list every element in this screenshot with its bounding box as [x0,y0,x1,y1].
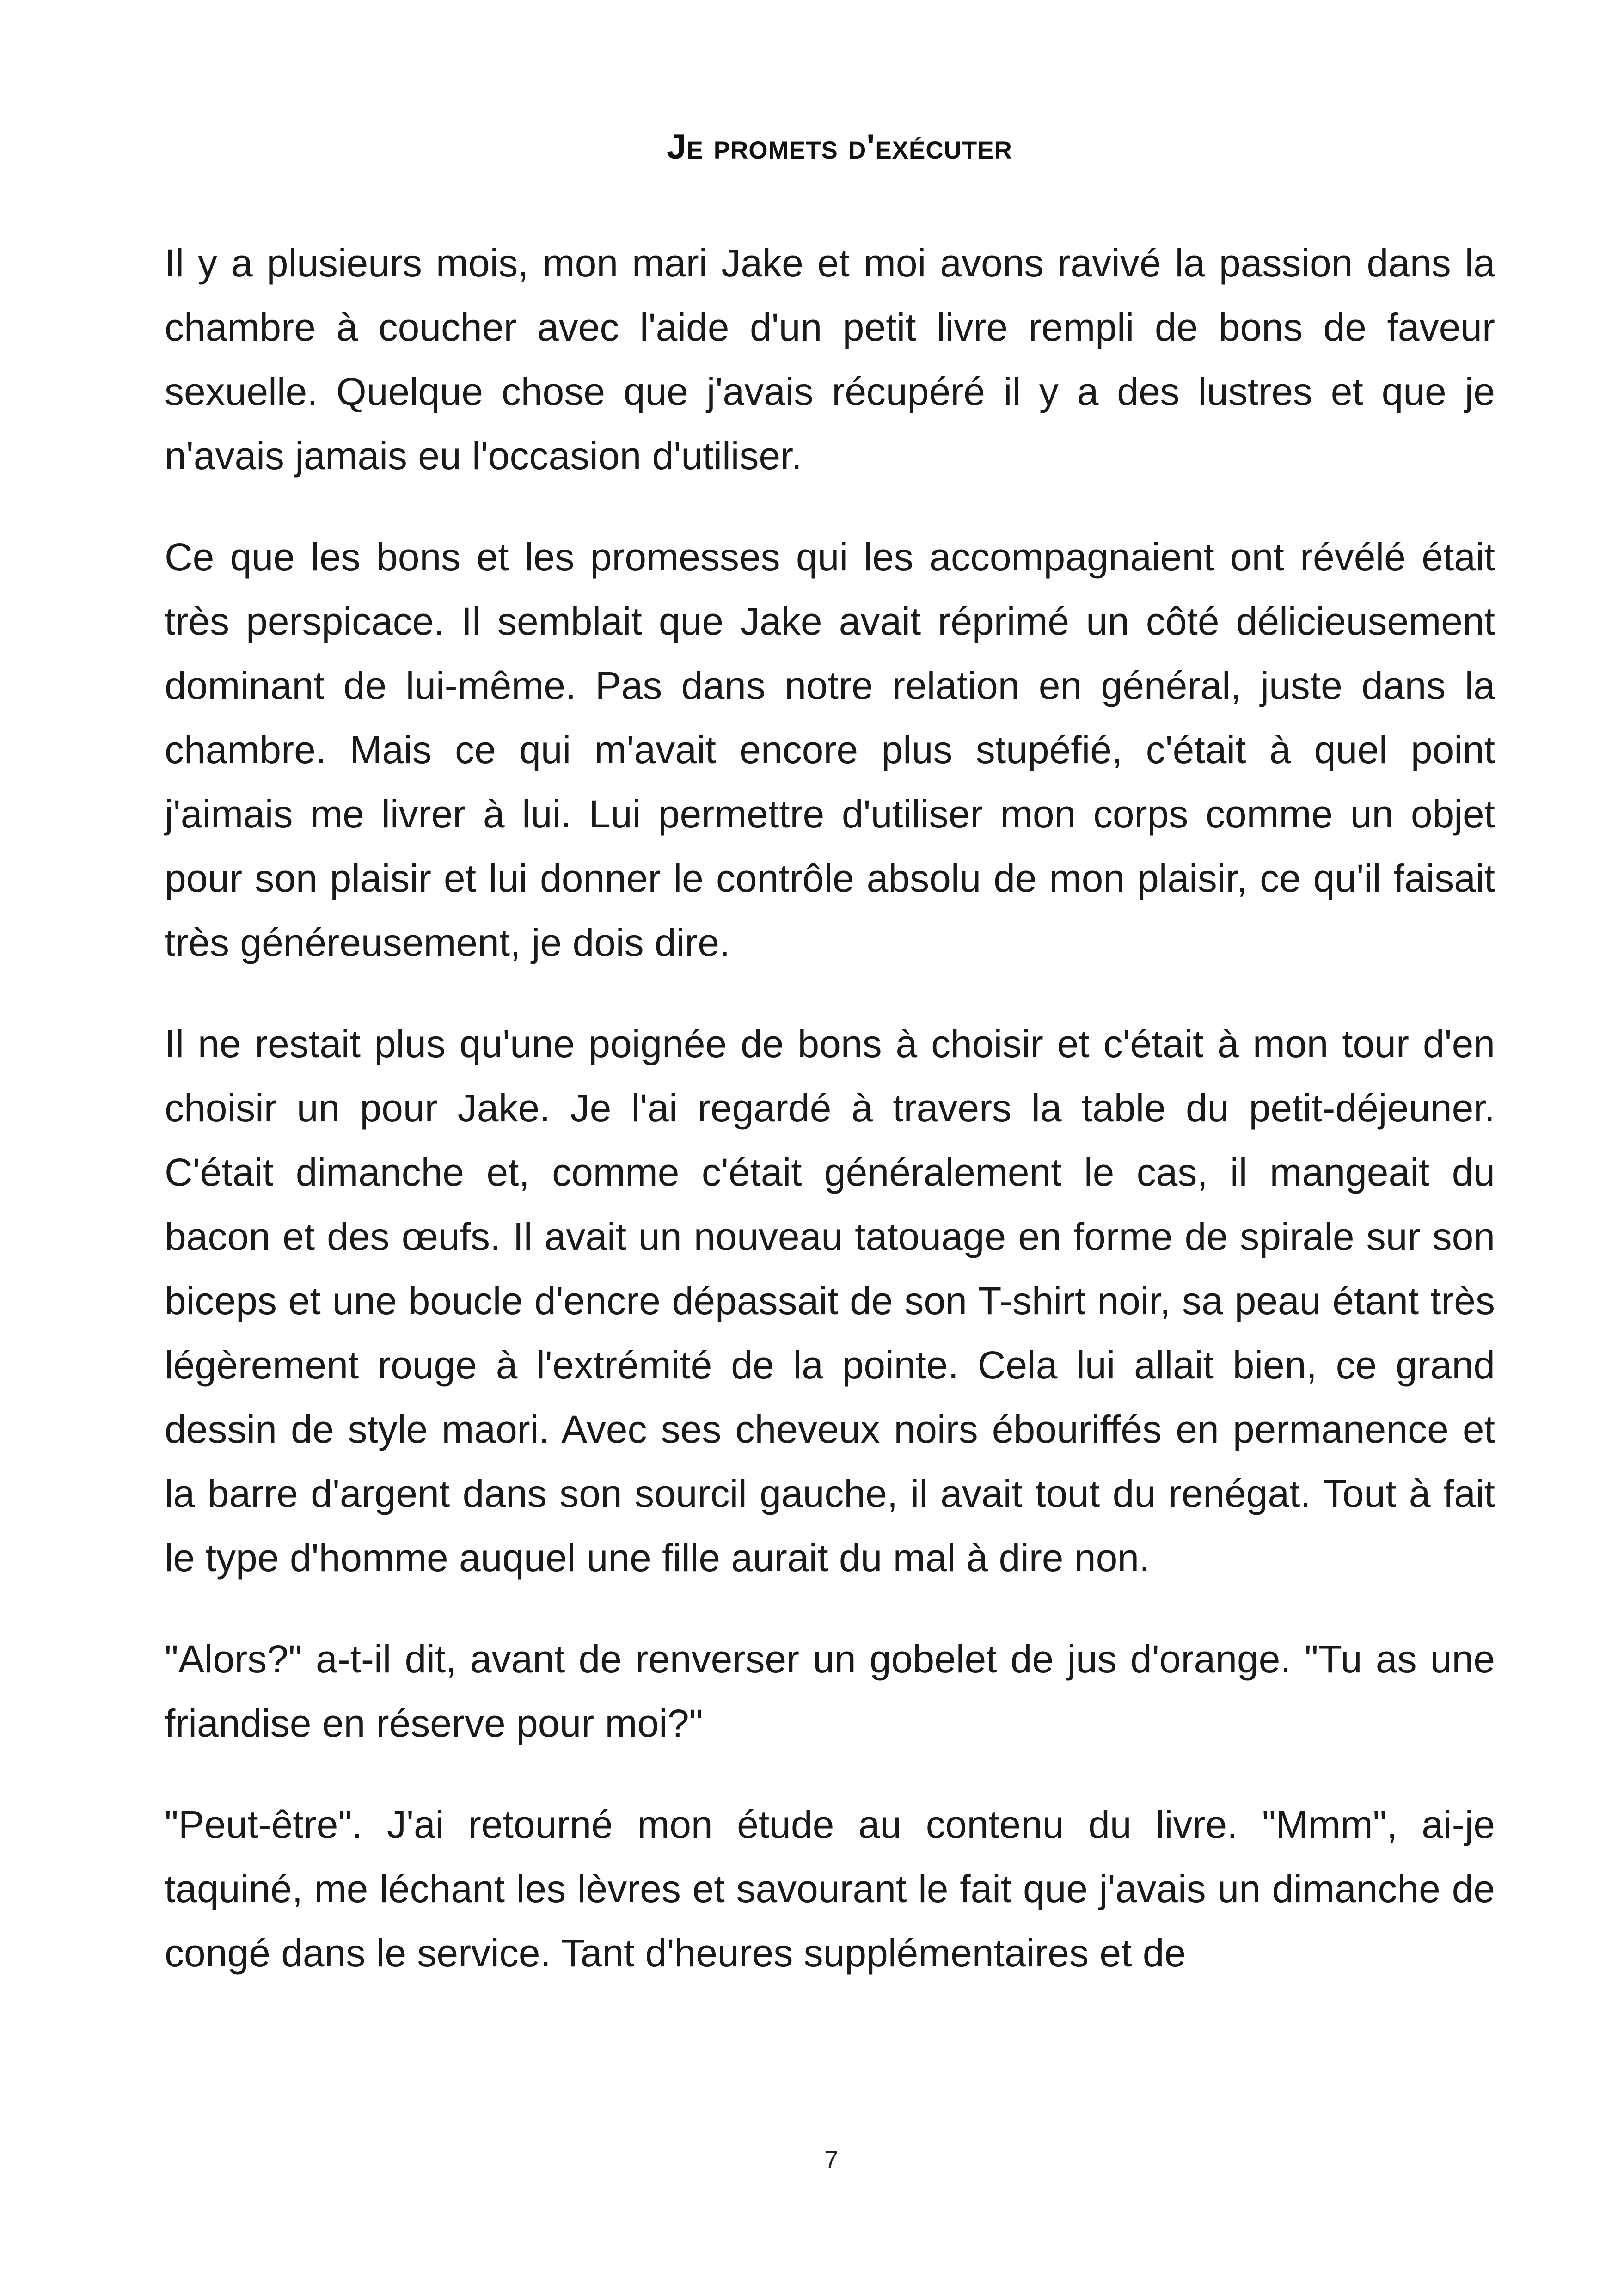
paragraph: Ce que les bons et les promesses qui les accompagnaient ont révélé était très perspicace. Il semblait que Jake avait réprimé un côté délicieusement dominant de lui-même. Pas dans notre relation en général, juste dans la chambre. Mais ce qui m'avait encore plus stupéfié, c'était à quel point j'aimais me livrer à lui. Lui permettre d'utiliser mon corps comme un objet pour son plaisir et lui donner le contrôle absolu de mon plaisir, ce qu'il faisait très généreusement, je dois dire. [165,535,1495,964]
chapter-title: Je promets d'exécuter [667,127,1012,166]
page-number: 7 [824,2146,839,2174]
paragraph: Il y a plusieurs mois, mon mari Jake et moi avons ravivé la passion dans la chambre à coucher avec l'aide d'un petit livre rempli de bons de faveur sexuelle. Quelque chose que j'avais récupéré il y a des lustres et que je n'avais jamais eu l'occasion d'utiliser. [165,241,1495,478]
paragraph: Il ne restait plus qu'une poignée de bons à choisir et c'était à mon tour d'en choisir un pour Jake. Je l'ai regardé à travers la table du petit-déjeuner. C'était dimanche et, comme c'était généralement le cas, il mangeait du bacon et des œufs. Il avait un nouveau tatouage en forme de spirale sur son biceps et une boucle d'encre dépassait de son T-shirt noir, sa peau étant très légèrement rouge à l'extrémité de la pointe. Cela lui allait bien, ce grand dessin de style maori. Avec ses cheveux noirs ébouriffés en permanence et la barre d'argent dans son sourcil gauche, il avait tout du renégat. Tout à fait le type d'homme auquel une fille aurait du mal à dire non. [165,1022,1495,1580]
paragraph: "Alors?" a-t-il dit, avant de renverser un gobelet de jus d'orange. "Tu as une friandise en réserve pour moi?" [165,1637,1495,1745]
body-text [165,231,1495,2022]
paragraph: "Peut-être". J'ai retourné mon étude au contenu du livre. "Mmm", ai-je taquiné, me léchant les lèvres et savourant le fait que j'avais un dimanche de congé dans le service. Tant d'heures supplémentaires et de [165,1803,1495,1975]
